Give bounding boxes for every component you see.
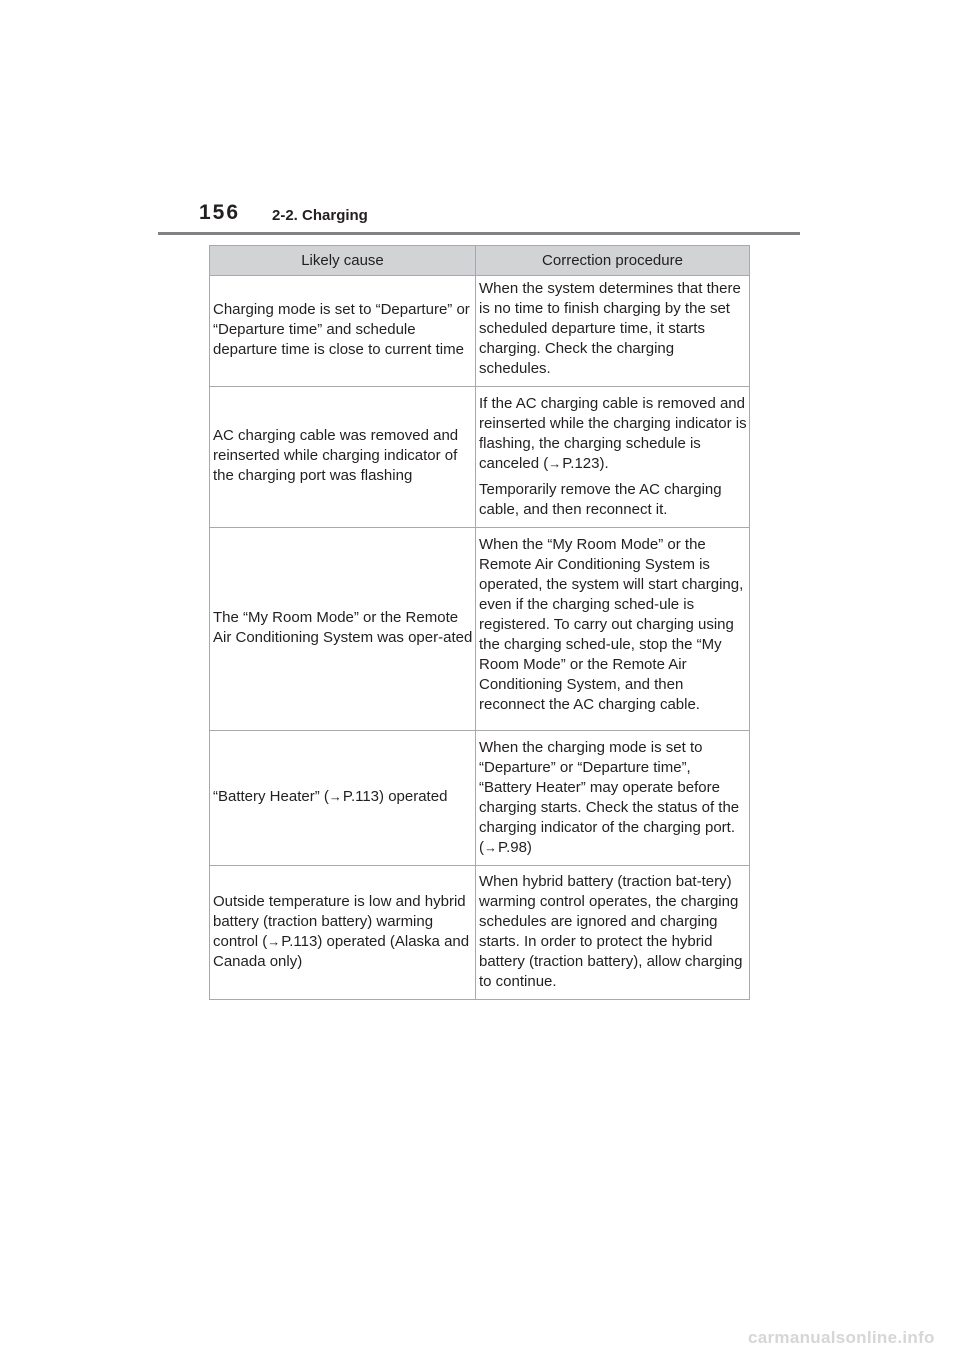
page-reference: P.98) <box>498 839 532 856</box>
column-header-correction-procedure: Correction procedure <box>476 246 750 276</box>
page-reference: P.113) operated (Alaska and Canada only) <box>213 932 470 970</box>
page-reference: P.113) operated <box>342 788 448 805</box>
cause-cell <box>210 528 476 731</box>
cause-text: AC charging cable was removed and reinserted while charging indicator of the charging port was flashing <box>213 427 459 484</box>
table-header-row <box>210 246 750 276</box>
fix-cell <box>476 731 750 866</box>
cause-cell <box>210 387 476 528</box>
section-title: 2-2. Charging <box>272 207 368 224</box>
troubleshooting-table <box>209 245 750 1000</box>
table-row <box>210 387 750 528</box>
cause-cell: “Battery Heater” (→P.113) operated <box>210 731 476 866</box>
fix-cell <box>476 866 750 1000</box>
table-row <box>210 731 750 866</box>
fix-cell <box>476 387 750 528</box>
arrow-right-icon: → <box>484 840 497 855</box>
page-reference: P.123). <box>562 455 609 472</box>
arrow-right-icon: → <box>328 789 342 804</box>
fix-text: Temporarily remove the AC charging cable, and then reconnect it. <box>479 481 722 518</box>
fix-cell <box>476 276 750 387</box>
table-row <box>210 866 750 1000</box>
fix-text: When hybrid battery (traction bat-tery) warming control operates, the charging schedules are ignored and charging starts. In order to protect the hybrid battery (traction battery), allow charging to continue. <box>479 873 743 990</box>
fix-text: When the “My Room Mode” or the Remote Air Conditioning System is operated, the system will start charging, even if the charging sched-ule is registered. To carry out charging using the charging sched-ule, stop the “My Room Mode” or the Remote Air Conditioning System, and then reconnect the AC charging cable. <box>479 536 744 713</box>
cause-text: Charging mode is set to “Departure” or “Departure time” and schedule departure time is close to current time <box>213 301 470 358</box>
column-header-likely-cause: Likely cause <box>210 246 476 276</box>
table-row <box>210 276 750 387</box>
cause-cell <box>210 276 476 387</box>
watermark: carmanualsonline.info <box>748 1328 935 1347</box>
fix-text: When the charging mode is set to “Departure” or “Departure time”, “Battery Heater” may operate before charging starts. Check the status of the charging indicator of the charging port. (→P.98) <box>479 739 740 856</box>
fix-text: If the AC charging cable is removed and reinserted while the charging indicator is flashing, the charging schedule is canceled (→P.123). <box>479 395 747 472</box>
fix-text: When the system determines that there is no time to finish charging by the set scheduled departure time, it starts charging. Check the charging schedules. <box>479 280 741 377</box>
arrow-right-icon: → <box>548 456 562 471</box>
table-row <box>210 528 750 731</box>
page-number: 156 <box>199 201 241 224</box>
fix-cell <box>476 528 750 731</box>
cause-cell: Outside temperature is low and hybrid battery (traction battery) warming control (→P.113) operated (Alaska and Canada only) <box>210 866 476 1000</box>
cause-text: The “My Room Mode” or the Remote Air Conditioning System was oper-ated <box>213 609 473 646</box>
arrow-right-icon: → <box>267 933 281 949</box>
header-rule <box>158 232 800 235</box>
